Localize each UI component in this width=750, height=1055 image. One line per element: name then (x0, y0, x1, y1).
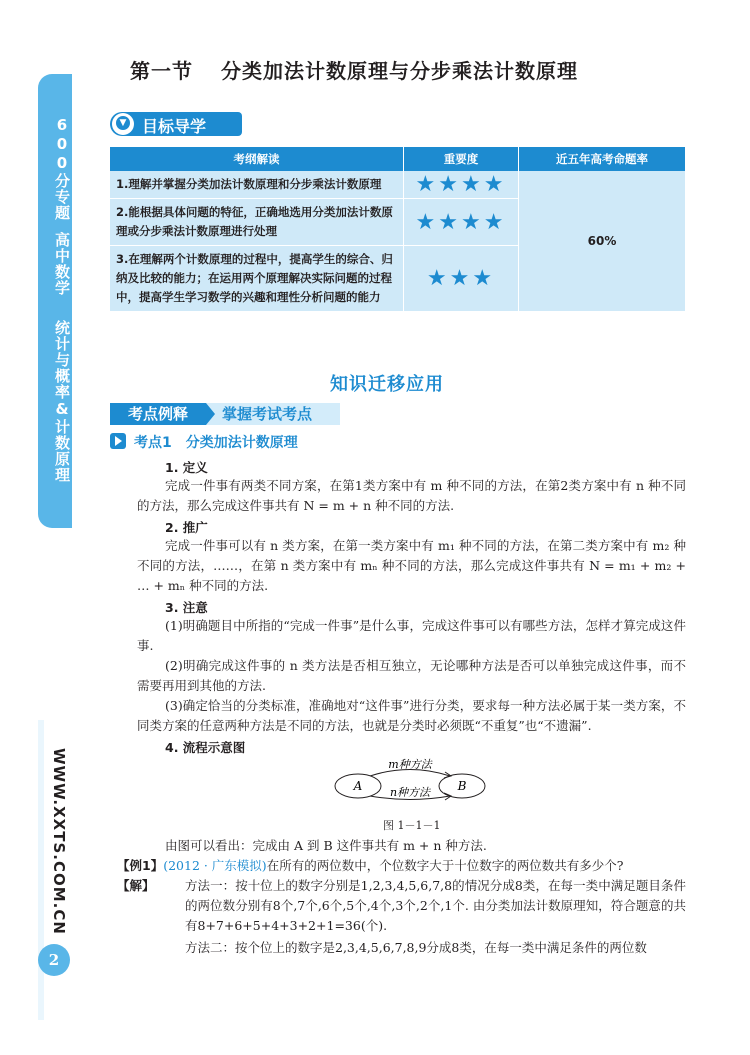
requirement-cell: 2.能根据具体问题的特征，正确地选用分类加法计数原理或分步乘法计数原理进行处理 (110, 199, 404, 246)
goal-banner (110, 112, 242, 136)
goal-table (110, 147, 686, 312)
kaodian-heading-text: 考点1 分类加法计数原理 (134, 435, 298, 451)
figure-caption: 图 1－1－1 (383, 819, 441, 832)
solution-tag: 【解】 (117, 878, 155, 893)
solution-method-2: 方法二：按个位上的数字是2,3,4,5,6,7,8,9分成8类，在每一类中满足条件的两位数 (185, 940, 647, 955)
star-rating: ★★★★ (404, 171, 519, 199)
page-title (130, 55, 578, 84)
paragraph-generalization: 完成一件事可以有 n 类方案，在第一类方案中有 m₁ 种不同的方法，在第二类方案中有 m₂ 种不同的方法，……，在第 n 类方案中有 mₙ 种不同的方法，那么完成这件事共有 N = m₁ + m₂ + … + mₙ 种不同的方法. (137, 538, 686, 593)
sidebar-url: WWW.XXTS.COM.CN (50, 748, 68, 935)
heading-definition: 1. 定义 (165, 460, 208, 475)
solution-block (117, 876, 686, 933)
table-header: 近五年高考命题率 (519, 147, 686, 171)
arrow-icon (206, 403, 215, 425)
example-question (117, 856, 686, 876)
requirement-cell: 3.在理解两个计数原理的过程中，提高学生的综合、归纳及比较的能力；在运用两个原理解决实际问题的过程中，提高学生学习数学的兴趣和理性分析问题的能力 (110, 246, 404, 312)
heading-generalization: 2. 推广 (165, 520, 208, 535)
play-icon (110, 433, 126, 449)
sidebar-text-subject: 高中数学 (53, 232, 71, 296)
page-number: 2 (38, 944, 70, 976)
sidebar-text-series: 600分专题 (53, 116, 71, 221)
star-rating: ★★★★ (404, 199, 519, 246)
paragraph-note-1: (1)明确题目中所指的“完成一件事”是什么事，完成这件事可以有哪些方法，怎样才算完成这件事. (137, 618, 686, 653)
paragraph-flow-conclusion: 由图可以看出：完成由 A 到 B 这件事共有 m + n 种方法. (165, 838, 487, 853)
solution-method-1: 方法一：按十位上的数字分别是1,2,3,4,5,6,7,8的情况分成8类，在每一类中满足题目条件的两位数分别有8个,7个,6个,5个,4个,3个,2个,1个. 由分类加法计数原理知，符合题意的共有8+7+6+5+4+3+2+1=36(个). (185, 878, 686, 933)
sidebar-text-topic: 统计与概率&计数原理 (53, 320, 71, 483)
section-title: 知识迁移应用 (330, 374, 444, 395)
paragraph-note-3: (3)确定恰当的分类标准，准确地对“这件事”进行分类，要求每一种方法必属于某一类方案，不同类方案的任意两种方法是不同的方法，也就是分类时必须既“不重复”也“不遗漏”. (137, 698, 686, 733)
kaodian-bar (110, 403, 340, 425)
flow-node-b: B (457, 779, 467, 793)
example-source: (2012 · 广东模拟) (163, 858, 267, 873)
paragraph-note-2: (2)明确完成这件事的 n 类方法是否相互独立，无论哪种方法是否可以单独完成这件事，而不需要再用到其他的方法. (137, 658, 686, 693)
flow-top-label: m种方法 (388, 758, 432, 771)
table-header: 考纲解读 (110, 147, 404, 171)
flow-diagram (330, 757, 490, 813)
example-tag: 【例1】 (117, 858, 164, 873)
goal-banner-label: 目标导学 (142, 117, 207, 136)
heading-flowchart: 4. 流程示意图 (165, 740, 246, 755)
paragraph-definition: 完成一件事有两类不同方案，在第1类方案中有 m 种不同的方法，在第2类方案中有 n 种不同的方法，那么完成这件事共有 N = m + n 种不同的方法. (137, 478, 686, 513)
kaodian-heading (110, 432, 298, 452)
title-main: 分类加法计数原理与分步乘法计数原理 (221, 59, 578, 83)
kaodian-subtitle: 掌握考试考点 (222, 405, 313, 423)
table-row (110, 171, 686, 199)
kaodian-label: 考点例释 (110, 403, 206, 425)
table-header: 重要度 (404, 147, 519, 171)
requirement-cell: 1.理解并掌握分类加法计数原理和分步乘法计数原理 (110, 171, 404, 199)
chevron-down-icon: ▼ (112, 113, 134, 135)
flow-node-a: A (353, 779, 363, 793)
star-rating: ★★★ (404, 246, 519, 312)
flow-bottom-label: n种方法 (389, 786, 431, 799)
heading-notes: 3. 注意 (165, 600, 208, 615)
exam-rate: 60% (519, 171, 686, 312)
title-section: 第一节 (130, 59, 193, 83)
example-question-text: 在所有的两位数中，个位数字大于十位数字的两位数共有多少个? (266, 858, 624, 873)
